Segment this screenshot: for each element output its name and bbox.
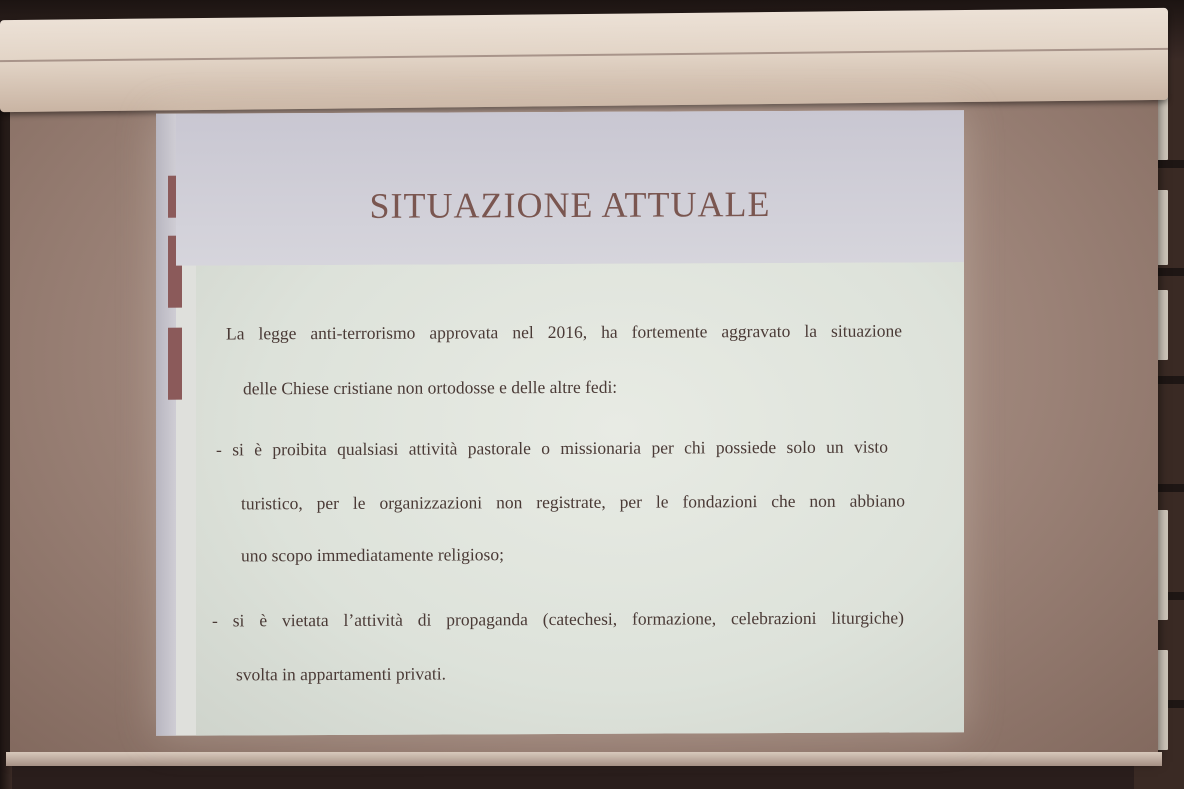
intro-line-2: delle Chiese cristiane non ortodosse e delle altre fedi: bbox=[243, 376, 618, 399]
slide-accent-tab bbox=[168, 328, 182, 400]
slide-title: SITUAZIONE ATTUALE bbox=[369, 184, 771, 226]
bullet-2-line-1: - si è vietata l’attività di propaganda (catechesi, formazione, celebrazioni liturgiche) bbox=[212, 607, 904, 631]
screen-housing bbox=[0, 8, 1168, 112]
bullet-1-line-1: - si è proibita qualsiasi attività pastorale o missionaria per chi possiede solo un visto bbox=[216, 436, 888, 460]
bullet-1-line-3: uno scopo immediatamente religioso; bbox=[241, 544, 504, 566]
housing-seam bbox=[0, 48, 1168, 62]
bullet-2-line-2: svolta in appartamenti privati. bbox=[236, 663, 446, 685]
intro-line-1: La legge anti-terrorismo approvata nel 2016, ha fortemente aggravato la situazione bbox=[226, 320, 902, 344]
projected-slide bbox=[156, 110, 964, 736]
bullet-1-line-2: turistico, per le organizzazioni non registrate, per le fondazioni che non abbiano bbox=[241, 490, 905, 514]
screen-bottom-bar bbox=[6, 752, 1162, 766]
